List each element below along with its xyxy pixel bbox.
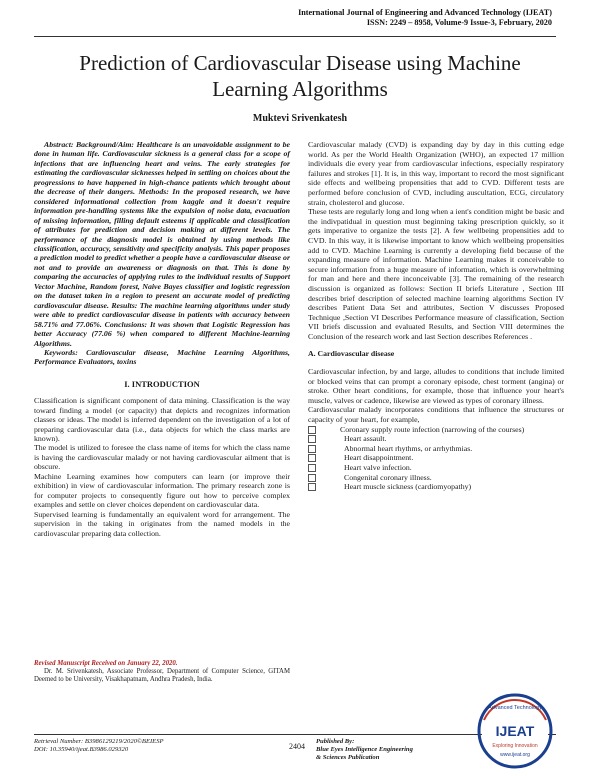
right-paragraph-2: These tests are regularly long and long when a ient's condition might be basic and the indivpatidual in question must beginning taking prescription quickly, so it gets imperative to organize the tests [2]. A few wellbeing propensities add to CVD. In this way, it is likewise important to know which wellbeing propensities add to CVD. Machine Learning is currently a developing field because of the expanding measure of information. Machine Learning makes it conceivable to secure information from a huge measure of information, which is overwhelming for man and here and there inconceivable [3]. The remaining of the research discussion is organized as follows: Section II briefs Literature , Section III describes brief description of selected machine learning algorithms Section IV describes Patient Data Set and attributes, Section V discusses Proposed Technique ,Section VI Describes Performance measure of classification, Section VII briefs discussion and evaluated Results, and Section VIII determines the Conclusion of the research work and last Section describes References . [308,207,564,341]
journal-name: International Journal of Engineering and Advanced Technology (IJEAT) [298,8,552,17]
journal-header [298,8,552,28]
disease-list [308,425,564,492]
intro-paragraph-1: Classification is significant component of data mining. Classification is the way toward finding a model (or capacity) that depicts and recognizes information classes or ideas. The model is inferred dependent on the investigation of a lot of preparing cardiovascular data (i.e., data objects for which the class marks are known). [34,396,290,443]
doi-link[interactable]: DOI: 10.35940/ijeat.B3986.029320 [34,746,129,753]
header-rule [34,36,556,37]
list-item: Heart assault. [308,434,564,444]
list-item: Heart valve infection. [308,463,564,473]
keywords: Keywords: Cardiovascular disease, Machine Learning Algorithms, Performance Evaluators, toxins [34,347,290,367]
publisher-name-1: Blue Eyes Intelligence Engineering [316,746,413,753]
footnote [34,660,290,683]
bullet-box-icon [308,474,316,482]
bullet-box-icon [308,426,316,434]
journal-issn: ISSN: 2249 – 8958, Volume-9 Issue-3, February, 2020 [366,18,552,27]
right-column [308,140,564,492]
intro-paragraph-4: Supervised learning is fundamentally an equivalent word for arrangement. The supervision in the taking in originates from the named models in the cardiovascular preparing data collection. [34,509,290,538]
published-by: Published By: [316,738,355,745]
intro-paragraph-2: The model is utilized to foresee the class name of items for which the class name is having the cardiovascular malady or not having cardiovascular ailment that is obscure. [34,443,290,472]
retrieval-info [34,738,164,754]
list-item: Heart muscle sickness (cardiomyopathy) [308,482,564,492]
page-number: 2404 [289,742,305,751]
logo-url: www.ijeat.org [500,752,530,758]
author-name: Muktevi Srivenkatesh [252,113,348,124]
abstract: Abstract: Background/Aim: Healthcare is an unavoidable assignment to be done in human life. Cardiovascular sickness is a general class for a scope of infections that are influencing heart and veins. The early strategies for estimating the cardiovascular sicknesses helped in settling on choices about the progressions to have happened in high-chance patients which brought about the decrease of their dangers. Methods: In the proposed research, we have considered informational collection from kaggle and it doesn't require information pre-handling systems like the expulsion of noise data, evacuation of missing information, filling default esteems if applicable and classification of attributes for prediction and decision making at different levels. The performance of the diagnosis model is obtained by using methods like classification, accuracy, sensitivity and specificity analysis. This paper proposes a prediction model to predict whether a people have a cardiovascular disease or not and to provide an awareness or diagnosis on that. This is done by comparing the accuracies of applying rules to the individual results of Support Vector Machine, Random forest, Naive Bayes classifier and logistic regression on the dataset taken in a region to present an accurate model of predicting cardiovascular disease. Results: The machine learning algorithms under study were able to predict cardiovascular disease in patients with accuracy between 58.71% and 77.06%. Conclusions: It was shown that Logistic Regression has better Accuracy (77.06 %) when compared to different Machine-learning Algorithms. [34,140,290,348]
logo-ring-text: Advanced Technology [488,705,542,711]
right-paragraph-4: Cardiovascular malady incorporates conditions that influence the structures or capacity of your heart, for example, [308,405,564,425]
revised-note: Revised Manuscript Received on January 22, 2020. [34,660,178,667]
right-paragraph-1: Cardiovascular malady (CVD) is expanding day by day in this cutting edge world. As per the World Health Organization (WHO), an expected 17 million individuals die every year from cardiovascular infections, especially respiratory failures and strokes [1]. It is, in this way, important to record the most significant side effects and wellbeing propensities that add to CVD. Different tests are performed before conclusion of CVD, including auscultation, ECG, circulatory strain, cholesterol and glucose. [308,140,564,207]
publisher-name-2: & Sciences Publication [316,754,380,761]
list-item: Coronary supply route infection (narrowing of the courses) [308,425,564,435]
subsection-heading: A. Cardiovascular disease [308,349,395,359]
logo-text: IJEAT [495,723,535,739]
left-column [34,140,290,538]
section-heading-introduction: I. INTRODUCTION [124,378,200,389]
right-paragraph-3: Cardiovascular infection, by and large, alludes to conditions that include limited or blocked veins that can prompt a coronary episode, chest torment (angina) or stroke. Other heart conditions, for example, those that influence your heart's muscle, valves or cadence, likewise are viewed as types of coronary illness. [308,367,564,405]
ijeat-logo-icon [476,692,554,770]
publisher-info [316,738,413,762]
author-affiliation: Dr. M. Srivenkatesh, Associate Professor, Department of Computer Science, GITAM Deemed to be University, Visakhapatnam, Andhra Pradesh, India. [34,667,290,683]
list-item: Abnormal heart rhythms, or arrhythmias. [308,444,564,454]
title-line-1: Prediction of Cardiovascular Disease using Machine [79,51,521,75]
bullet-box-icon [308,454,316,462]
logo-sub-text: Exploring Innovation [492,743,538,749]
bullet-box-icon [308,464,316,472]
bullet-box-icon [308,483,316,491]
bullet-box-icon [308,445,316,453]
title-line-2: Learning Algorithms [212,77,388,101]
list-item: Heart disappointment. [308,453,564,463]
retrieval-number: Retrieval Number: B3986129219/2020©BEIESP [34,738,164,745]
intro-paragraph-3: Machine Learning examines how computers can learn (or improve their exhibition) in view of cardiovascular information. The primary research zone is for computer projects to consequently figure out how to perceive complex examples and settle on clever choices dependent on cardiovascular data. [34,471,290,510]
bullet-box-icon [308,435,316,443]
list-item: Congenital coronary illness. [308,473,564,483]
paper-title [34,50,566,102]
